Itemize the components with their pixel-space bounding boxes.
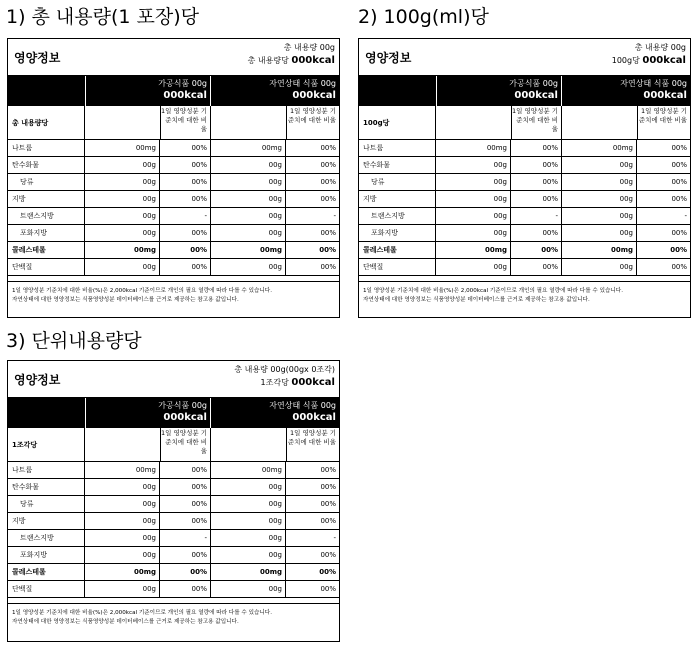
processed-values xyxy=(85,259,211,275)
nutrient-name: 포화지방 xyxy=(359,225,436,241)
natural-percent: 00% xyxy=(671,263,687,271)
natural-amount: 00g xyxy=(211,157,286,173)
natural-amount: 00mg xyxy=(211,140,286,156)
processed-amount: 00g xyxy=(85,174,160,190)
processed-amount: 00g xyxy=(85,513,160,529)
natural-values xyxy=(211,174,339,190)
nutrient-name: 포화지방 xyxy=(8,547,85,563)
natural-amount: 00mg xyxy=(211,564,286,580)
processed-values xyxy=(85,513,211,529)
natural-percent: 00% xyxy=(320,466,336,474)
processed-amount: 00g xyxy=(85,479,160,495)
nutrient-row xyxy=(359,191,690,208)
processed-values xyxy=(85,496,211,512)
processed-values xyxy=(436,174,562,190)
nutrient-name: 트랜스지방 xyxy=(8,530,85,546)
basis-label: 총 내용량당 xyxy=(8,106,85,139)
processed-food-kcal: 000kcal xyxy=(163,90,207,101)
calorie-line xyxy=(234,376,335,389)
processed-amount: 00mg xyxy=(85,564,160,580)
natural-amount: 00g xyxy=(562,259,637,275)
nutrient-name: 트랜스지방 xyxy=(359,208,436,224)
nutrient-name: 지방 xyxy=(359,191,436,207)
natural-amount: 00mg xyxy=(562,140,637,156)
natural-amount: 00g xyxy=(211,496,286,512)
nutrient-name: 나트륨 xyxy=(8,140,85,156)
natural-percent: 00% xyxy=(320,161,336,169)
processed-values xyxy=(85,530,211,546)
nutrient-row xyxy=(8,259,339,276)
amount-subheader xyxy=(211,106,287,139)
natural-amount: 00mg xyxy=(211,242,286,258)
natural-values xyxy=(211,157,339,173)
natural-values xyxy=(211,530,339,546)
natural-percent: 00% xyxy=(320,195,336,203)
natural-values xyxy=(562,259,690,275)
natural-amount: 00g xyxy=(562,157,637,173)
natural-values xyxy=(211,191,339,207)
processed-percent: 00% xyxy=(191,551,207,559)
amount-subheader xyxy=(85,106,161,139)
processed-values xyxy=(85,564,211,580)
processed-percent: 00% xyxy=(542,144,558,152)
total-content: 총 내용량 00g xyxy=(634,43,686,52)
nutrient-name: 포화지방 xyxy=(8,225,85,241)
processed-values xyxy=(436,225,562,241)
natural-values xyxy=(562,225,690,241)
processed-percent: 00% xyxy=(190,246,207,254)
label-title: 영양정보 xyxy=(14,373,61,387)
footnote-dv: 1일 영양성분 기준치에 대한 비율(%)은 2,000kcal 기준이므로 개인의 필요 열량에 따라 다를 수 있습니다. xyxy=(12,288,272,294)
natural-values xyxy=(211,581,339,597)
nutrient-row xyxy=(8,225,339,242)
processed-values xyxy=(436,157,562,173)
dv-subheader: 1일 영양성분 기준치에 대한 비율 xyxy=(512,107,558,133)
processed-amount: 00g xyxy=(85,547,160,563)
basis-label: 100g당 xyxy=(359,106,436,139)
amount-subheader xyxy=(85,428,161,461)
dv-subheader-group xyxy=(436,106,562,139)
natural-amount: 00g xyxy=(562,225,637,241)
processed-amount: 00g xyxy=(85,157,160,173)
natural-amount: 00g xyxy=(211,530,286,546)
processed-percent: 00% xyxy=(191,585,207,593)
dv-subheader: 1일 영양성분 기준치에 대한 비율 xyxy=(287,429,336,446)
natural-percent: - xyxy=(333,212,336,220)
processed-percent: 00% xyxy=(190,568,207,576)
footnote-dv: 1일 영양성분 기준치에 대한 비율(%)은 2,000kcal 기준이므로 개인의 필요 열량에 따라 다를 수 있습니다. xyxy=(363,288,623,294)
natural-amount: 00g xyxy=(211,479,286,495)
natural-food-header xyxy=(211,76,339,106)
processed-amount: 00g xyxy=(85,225,160,241)
amount-subheader xyxy=(436,106,512,139)
processed-amount: 00g xyxy=(85,208,160,224)
natural-food-kcal: 000kcal xyxy=(292,412,336,423)
processed-food-label: 가공식품 00g xyxy=(158,79,207,88)
processed-percent: 00% xyxy=(542,229,558,237)
processed-food-header xyxy=(86,398,211,428)
natural-food-kcal: 000kcal xyxy=(292,90,336,101)
nutrient-name: 지방 xyxy=(8,513,85,529)
label-meta xyxy=(234,363,335,389)
nutrient-name: 당류 xyxy=(8,496,85,512)
nutrition-label-total xyxy=(7,38,340,318)
nutrient-name: 탄수화물 xyxy=(8,479,85,495)
nutrient-name: 콜레스테롤 xyxy=(359,242,436,258)
dv-subheader-group xyxy=(562,106,690,139)
processed-percent: 00% xyxy=(542,263,558,271)
natural-amount: 00g xyxy=(211,174,286,190)
column-subheader xyxy=(8,106,339,140)
processed-percent: 00% xyxy=(191,161,207,169)
processed-amount: 00g xyxy=(436,225,511,241)
natural-values xyxy=(562,140,690,156)
nutrient-name: 지방 xyxy=(8,191,85,207)
processed-percent: 00% xyxy=(191,178,207,186)
nutrient-name: 당류 xyxy=(359,174,436,190)
natural-food-label: 자연상태 식품 00g xyxy=(269,401,336,410)
nutrient-row xyxy=(8,157,339,174)
natural-values xyxy=(562,242,690,258)
label-meta xyxy=(248,41,335,67)
label-header xyxy=(8,39,339,76)
processed-amount: 00g xyxy=(85,191,160,207)
processed-percent: 00% xyxy=(191,466,207,474)
footnote-block xyxy=(359,282,690,310)
natural-values xyxy=(562,174,690,190)
natural-percent: 00% xyxy=(320,263,336,271)
label-title: 영양정보 xyxy=(365,51,412,65)
total-content: 총 내용량 00g xyxy=(283,43,335,52)
nutrient-name: 단백질 xyxy=(8,259,85,275)
nutrient-row xyxy=(359,225,690,242)
nutrient-name: 나트륨 xyxy=(8,462,85,478)
amount-subheader xyxy=(562,106,638,139)
nutrition-label-per-100g xyxy=(358,38,691,318)
processed-percent: 00% xyxy=(191,144,207,152)
processed-food-kcal: 000kcal xyxy=(514,90,558,101)
nutrient-row xyxy=(8,530,339,547)
calorie-value: 000kcal xyxy=(642,55,686,66)
nutrient-row xyxy=(8,191,339,208)
nutrient-row xyxy=(359,174,690,191)
nutrient-name: 콜레스테롤 xyxy=(8,242,85,258)
footnote-natural: 자연상태에 대한 영양정보는 식품영양성분 데이터베이스를 근거로 제공하는 참고용 값입니다. xyxy=(12,619,239,625)
natural-amount: 00mg xyxy=(562,242,637,258)
section-title-per-100g: 2) 100g(ml)당 xyxy=(358,6,489,28)
dv-subheader-group xyxy=(85,106,211,139)
natural-food-kcal: 000kcal xyxy=(643,90,687,101)
natural-percent: 00% xyxy=(320,585,336,593)
natural-percent: 00% xyxy=(320,517,336,525)
calorie-line xyxy=(612,54,686,67)
natural-values xyxy=(211,225,339,241)
column-subheader xyxy=(8,428,339,462)
processed-amount: 00g xyxy=(85,581,160,597)
processed-values xyxy=(436,140,562,156)
processed-amount: 00g xyxy=(85,530,160,546)
calorie-basis: 1조각당 xyxy=(260,378,289,387)
footnote-natural: 자연상태에 대한 영양정보는 식품영양성분 데이터베이스를 근거로 제공하는 참고용 값입니다. xyxy=(363,297,590,303)
natural-values xyxy=(211,496,339,512)
band-spacer xyxy=(8,398,86,428)
processed-food-header xyxy=(437,76,562,106)
natural-values xyxy=(562,208,690,224)
processed-food-label: 가공식품 00g xyxy=(509,79,558,88)
dv-subheader-group xyxy=(211,428,339,461)
processed-values xyxy=(85,191,211,207)
total-content: 총 내용량 00g(00gx 0조각) xyxy=(234,365,335,374)
processed-amount: 00g xyxy=(436,157,511,173)
natural-amount: 00mg xyxy=(211,462,286,478)
processed-percent: 00% xyxy=(191,195,207,203)
natural-percent: 00% xyxy=(671,144,687,152)
processed-amount: 00g xyxy=(85,496,160,512)
processed-amount: 00mg xyxy=(85,242,160,258)
natural-percent: 00% xyxy=(320,551,336,559)
band-spacer xyxy=(8,76,86,106)
natural-values xyxy=(211,547,339,563)
dv-subheader: 1일 영양성분 기준치에 대한 비율 xyxy=(161,429,207,455)
processed-percent: 00% xyxy=(542,178,558,186)
nutrient-row xyxy=(8,208,339,225)
natural-percent: 00% xyxy=(320,483,336,491)
processed-values xyxy=(85,581,211,597)
nutrient-name: 단백질 xyxy=(8,581,85,597)
natural-percent: 00% xyxy=(320,144,336,152)
nutrient-row xyxy=(8,140,339,157)
natural-amount: 00g xyxy=(562,208,637,224)
label-meta xyxy=(612,41,686,67)
natural-values xyxy=(211,462,339,478)
nutrient-row xyxy=(359,157,690,174)
processed-percent: 00% xyxy=(191,483,207,491)
processed-percent: 00% xyxy=(191,500,207,508)
footnote-natural: 자연상태에 대한 영양정보는 식품영양성분 데이터베이스를 근거로 제공하는 참고용 값입니다. xyxy=(12,297,239,303)
natural-percent: - xyxy=(684,212,687,220)
processed-values xyxy=(85,462,211,478)
column-header-band xyxy=(8,398,339,428)
processed-percent: 00% xyxy=(191,229,207,237)
processed-values xyxy=(85,547,211,563)
calorie-line xyxy=(248,54,335,67)
natural-amount: 00g xyxy=(211,191,286,207)
nutrient-row xyxy=(359,208,690,225)
natural-values xyxy=(211,208,339,224)
nutrient-row xyxy=(8,513,339,530)
natural-percent: 00% xyxy=(320,229,336,237)
natural-amount: 00g xyxy=(211,259,286,275)
processed-values xyxy=(436,259,562,275)
natural-percent: 00% xyxy=(670,246,687,254)
processed-percent: - xyxy=(204,212,207,220)
processed-percent: 00% xyxy=(541,246,558,254)
processed-amount: 00mg xyxy=(436,140,511,156)
natural-percent: 00% xyxy=(671,178,687,186)
nutrient-name: 당류 xyxy=(8,174,85,190)
footnote-dv: 1일 영양성분 기준치에 대한 비율(%)은 2,000kcal 기준이므로 개인의 필요 열량에 따라 다를 수 있습니다. xyxy=(12,610,272,616)
nutrient-name: 나트륨 xyxy=(359,140,436,156)
natural-percent: 00% xyxy=(320,178,336,186)
label-title: 영양정보 xyxy=(14,51,61,65)
processed-values xyxy=(85,157,211,173)
natural-food-label: 자연상태 식품 00g xyxy=(269,79,336,88)
natural-values xyxy=(211,564,339,580)
processed-food-header xyxy=(86,76,211,106)
processed-amount: 00g xyxy=(436,191,511,207)
natural-values xyxy=(211,479,339,495)
processed-values xyxy=(85,242,211,258)
nutrient-row xyxy=(8,564,339,581)
natural-percent: 00% xyxy=(671,229,687,237)
nutrient-row xyxy=(8,174,339,191)
processed-percent: 00% xyxy=(542,195,558,203)
processed-amount: 00g xyxy=(436,208,511,224)
calorie-basis: 100g당 xyxy=(611,56,640,65)
processed-percent: 00% xyxy=(191,517,207,525)
label-header xyxy=(8,361,339,398)
footnote-block xyxy=(8,282,339,310)
nutrient-name: 단백질 xyxy=(359,259,436,275)
processed-percent: - xyxy=(555,212,558,220)
nutrient-name: 콜레스테롤 xyxy=(8,564,85,580)
processed-amount: 00mg xyxy=(85,462,160,478)
processed-amount: 00mg xyxy=(85,140,160,156)
column-header-band xyxy=(359,76,690,106)
nutrient-row xyxy=(359,140,690,157)
nutrient-row xyxy=(8,581,339,598)
natural-values xyxy=(211,242,339,258)
band-spacer xyxy=(359,76,437,106)
natural-percent: 00% xyxy=(319,246,336,254)
calorie-basis: 총 내용량당 xyxy=(247,56,289,65)
dv-subheader-group xyxy=(211,106,339,139)
nutrient-row xyxy=(359,242,690,259)
footnote-block xyxy=(8,604,339,632)
nutrient-row xyxy=(8,496,339,513)
nutrient-row xyxy=(8,547,339,564)
natural-values xyxy=(211,513,339,529)
natural-values xyxy=(562,191,690,207)
nutrient-name: 탄수화물 xyxy=(359,157,436,173)
natural-values xyxy=(562,157,690,173)
natural-amount: 00g xyxy=(211,513,286,529)
section-title-total: 1) 총 내용량(1 포장)당 xyxy=(6,6,200,28)
processed-values xyxy=(436,242,562,258)
processed-values xyxy=(85,225,211,241)
nutrient-name: 탄수화물 xyxy=(8,157,85,173)
natural-percent: 00% xyxy=(320,500,336,508)
section-title-per-unit: 3) 단위내용량당 xyxy=(6,330,142,352)
basis-label: 1조각당 xyxy=(8,428,85,461)
natural-amount: 00g xyxy=(211,547,286,563)
processed-food-label: 가공식품 00g xyxy=(158,401,207,410)
natural-food-header xyxy=(562,76,690,106)
natural-percent: 00% xyxy=(319,568,336,576)
nutrient-row xyxy=(8,479,339,496)
amount-subheader xyxy=(211,428,287,461)
natural-amount: 00g xyxy=(562,174,637,190)
nutrient-row xyxy=(8,462,339,479)
natural-amount: 00g xyxy=(211,208,286,224)
natural-percent: 00% xyxy=(671,161,687,169)
natural-values xyxy=(211,259,339,275)
natural-food-label: 자연상태 식품 00g xyxy=(620,79,687,88)
nutrient-row xyxy=(8,242,339,259)
processed-values xyxy=(436,208,562,224)
label-header xyxy=(359,39,690,76)
dv-subheader: 1일 영양성분 기준치에 대한 비율 xyxy=(287,107,336,124)
calorie-value: 000kcal xyxy=(291,55,335,66)
natural-values xyxy=(211,140,339,156)
natural-percent: - xyxy=(333,534,336,542)
calorie-value: 000kcal xyxy=(291,377,335,388)
natural-amount: 00g xyxy=(562,191,637,207)
processed-food-kcal: 000kcal xyxy=(163,412,207,423)
processed-values xyxy=(85,140,211,156)
processed-percent: 00% xyxy=(191,263,207,271)
processed-values xyxy=(85,479,211,495)
processed-amount: 00mg xyxy=(436,242,511,258)
processed-percent: - xyxy=(204,534,207,542)
natural-amount: 00g xyxy=(211,581,286,597)
processed-amount: 00g xyxy=(436,174,511,190)
column-subheader xyxy=(359,106,690,140)
processed-amount: 00g xyxy=(436,259,511,275)
processed-amount: 00g xyxy=(85,259,160,275)
dv-subheader: 1일 영양성분 기준치에 대한 비율 xyxy=(638,107,687,124)
column-header-band xyxy=(8,76,339,106)
natural-percent: 00% xyxy=(671,195,687,203)
processed-values xyxy=(85,208,211,224)
processed-percent: 00% xyxy=(542,161,558,169)
nutrition-label-per-unit xyxy=(7,360,340,642)
processed-values xyxy=(436,191,562,207)
nutrient-name: 트랜스지방 xyxy=(8,208,85,224)
nutrient-row xyxy=(359,259,690,276)
dv-subheader-group xyxy=(85,428,211,461)
natural-food-header xyxy=(211,398,339,428)
processed-values xyxy=(85,174,211,190)
natural-amount: 00g xyxy=(211,225,286,241)
dv-subheader: 1일 영양성분 기준치에 대한 비율 xyxy=(161,107,207,133)
